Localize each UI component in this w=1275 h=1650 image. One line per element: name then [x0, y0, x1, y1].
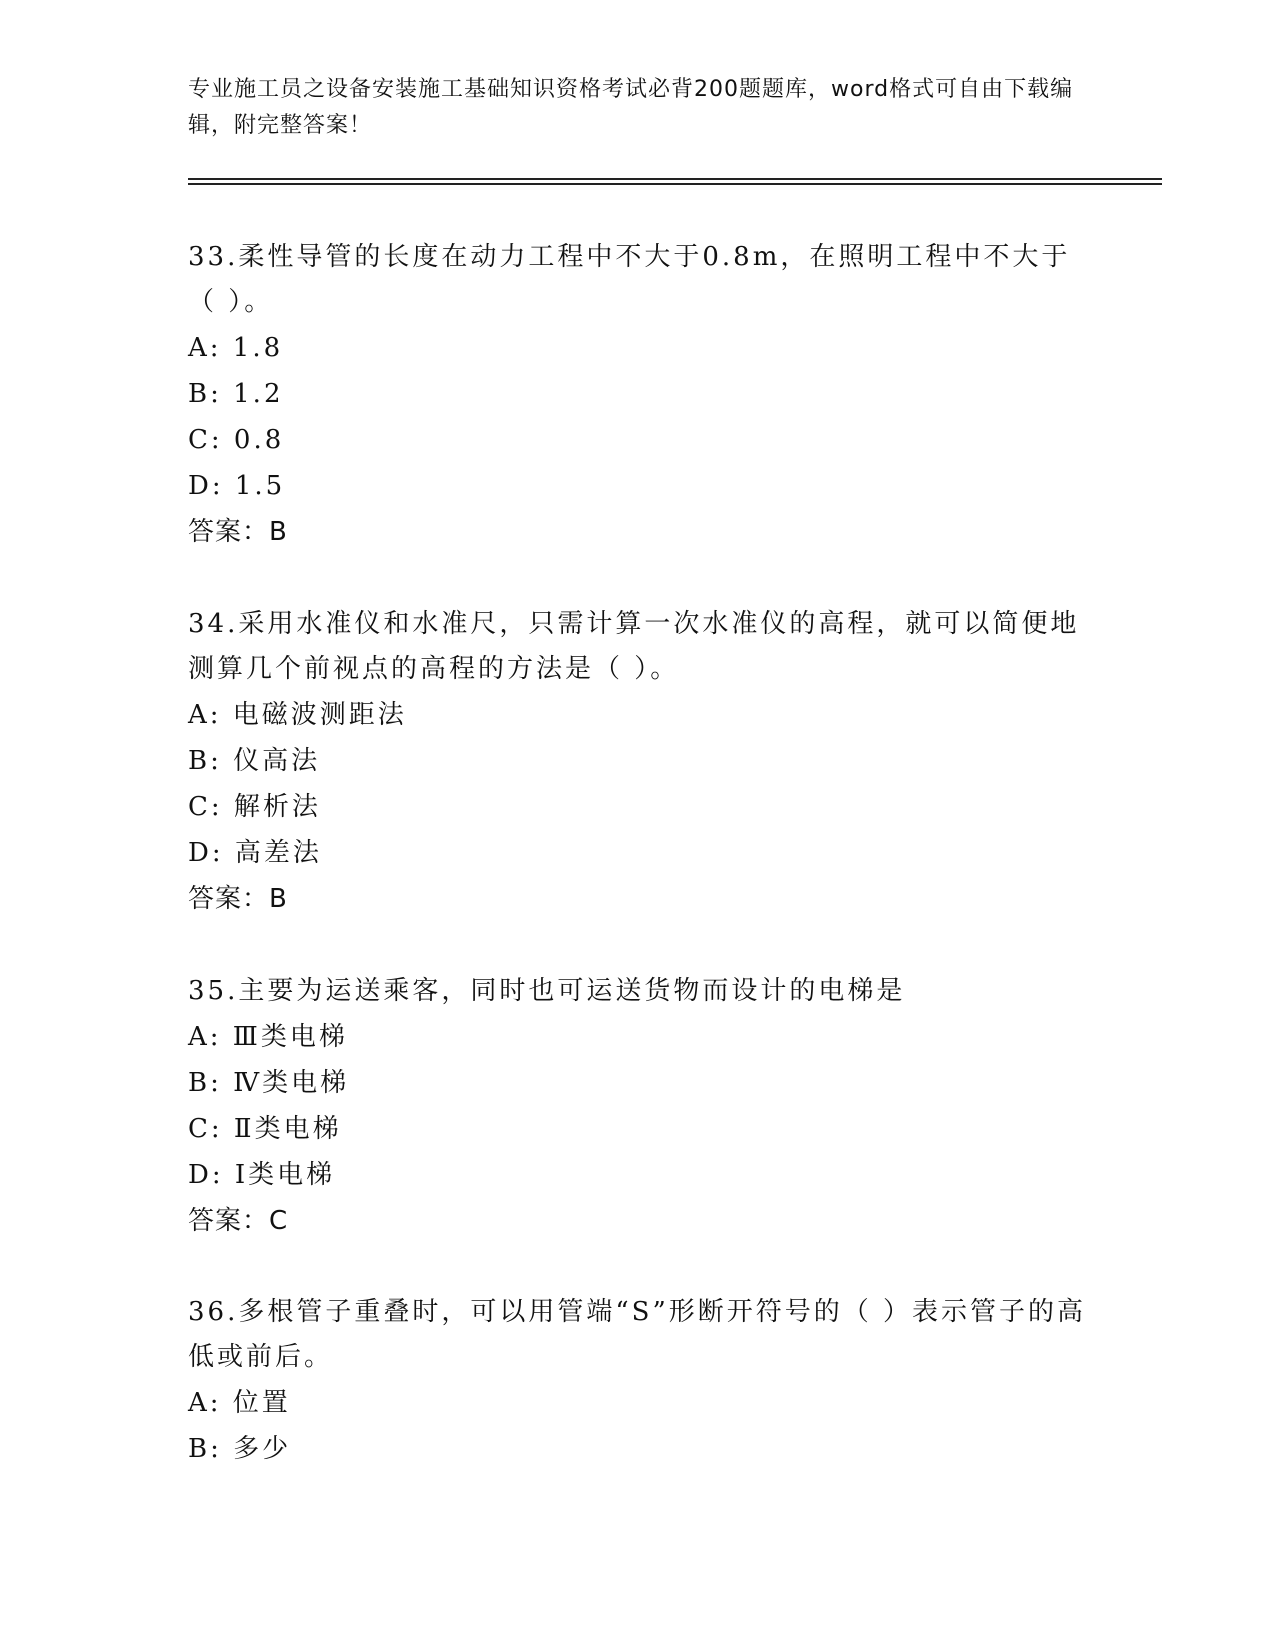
- option-a: A: 位置: [188, 1388, 291, 1418]
- question-stem: 33.柔性导管的长度在动力工程中不大于0.8m，在照明工程中不大于（ ）。: [188, 242, 1071, 317]
- page-header: 专业施工员之设备安装施工基础知识资格考试必背200题题库，word格式可自由下载编辑，附完整答案！: [188, 77, 1074, 138]
- question-stem: 34.采用水准仪和水准尺，只需计算一次水准仪的高程，就可以简便地测算几个前视点的高程的方法是（ ）。: [188, 609, 1080, 684]
- answer: 答案：B: [188, 884, 288, 914]
- header-divider-bottom: [188, 183, 1162, 185]
- option-c: C: Ⅱ类电梯: [188, 1114, 342, 1144]
- option-c: C: 解析法: [188, 792, 321, 822]
- answer: 答案：C: [188, 1206, 289, 1236]
- question-35: [188, 969, 1088, 1244]
- header-divider-top: [188, 178, 1162, 180]
- question-33: [188, 235, 1088, 555]
- option-b: B: 仪高法: [188, 746, 321, 776]
- option-a: A: 电磁波测距法: [188, 700, 407, 730]
- option-d: D: 1.5: [188, 471, 286, 501]
- question-34: [188, 602, 1088, 922]
- question-stem: 35.主要为运送乘客，同时也可运送货物而设计的电梯是: [188, 976, 906, 1006]
- question-stem: 36.多根管子重叠时，可以用管端“S”形断开符号的（ ）表示管子的高低或前后。: [188, 1297, 1087, 1372]
- question-36: [188, 1290, 1088, 1472]
- option-b: B: 多少: [188, 1434, 292, 1464]
- option-a: A: Ⅲ类电梯: [188, 1022, 348, 1052]
- answer: 答案：B: [188, 517, 288, 547]
- option-c: C: 0.8: [188, 425, 285, 455]
- option-d: D: 高差法: [188, 838, 322, 868]
- option-a: A: 1.8: [188, 333, 284, 363]
- option-b: B: Ⅳ类电梯: [188, 1068, 350, 1098]
- option-b: B: 1.2: [188, 379, 284, 409]
- option-d: D: Ⅰ类电梯: [188, 1160, 336, 1190]
